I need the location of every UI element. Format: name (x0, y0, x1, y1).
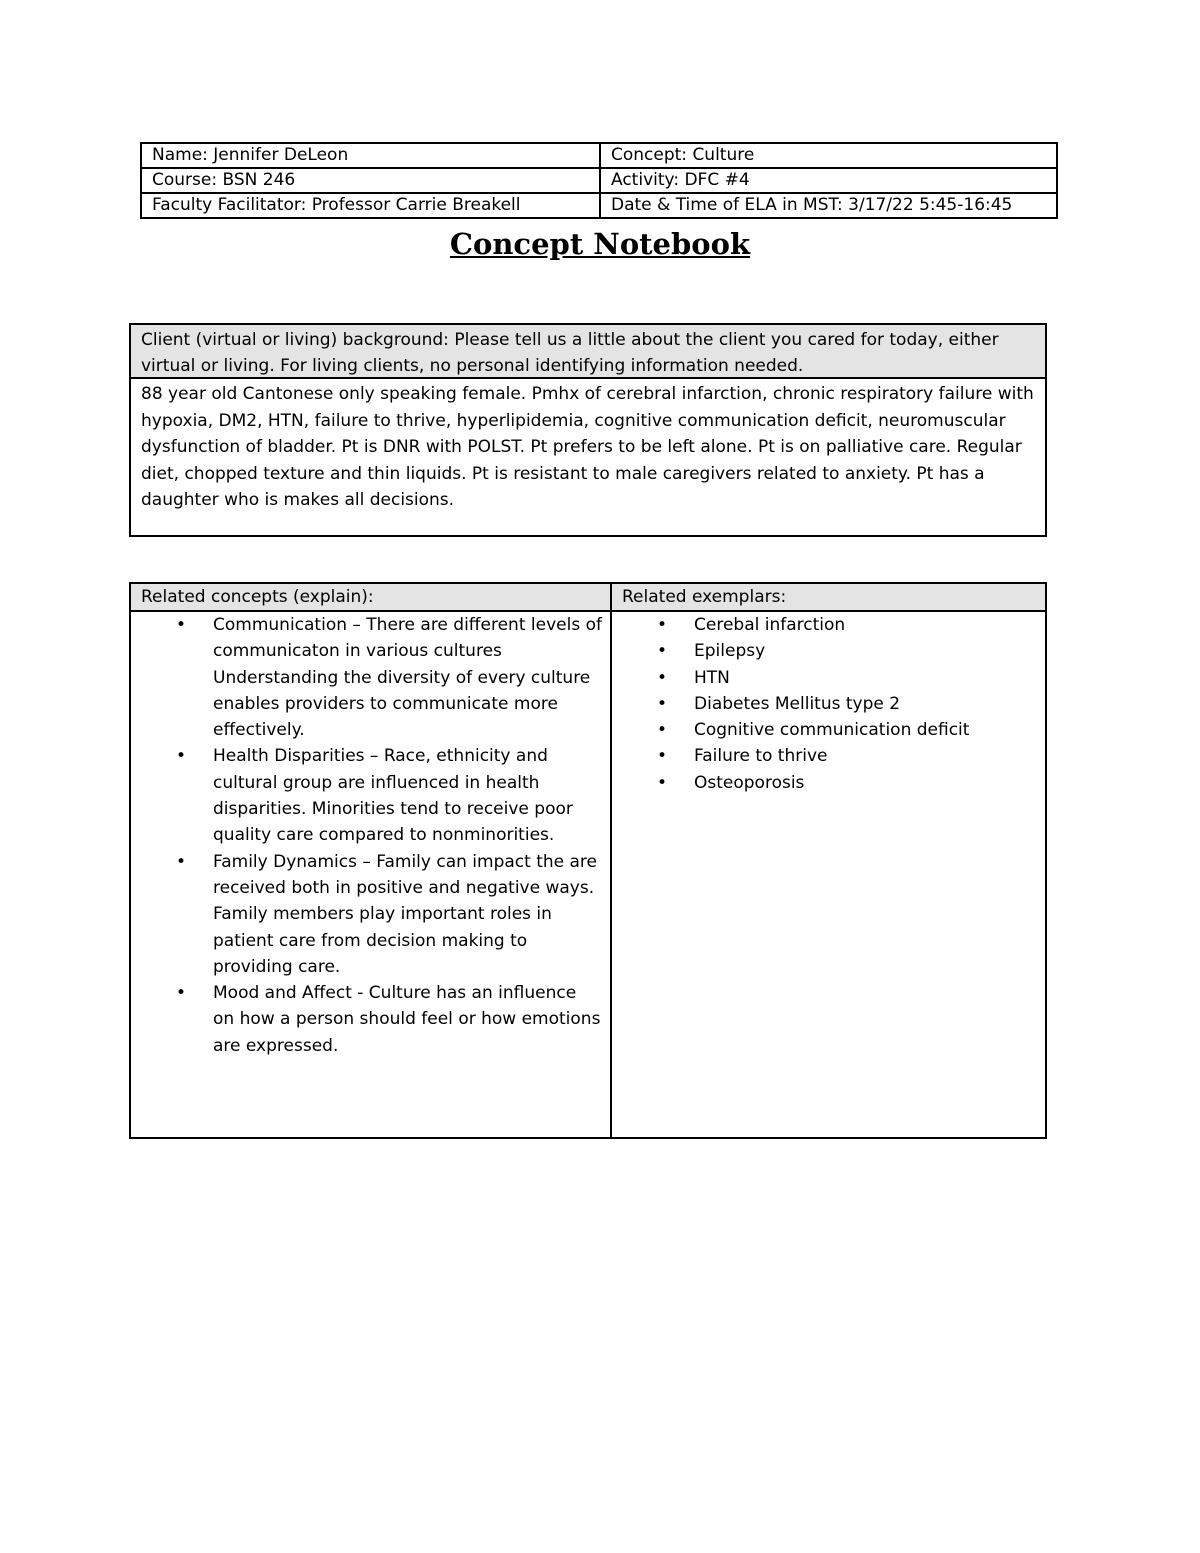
list-item (612, 665, 1045, 691)
list-item (131, 980, 610, 1059)
concept-text: Communication – There are different levels of communicaton in various cultures Understanding the diversity of every culture enables providers to communicate more effectively. (213, 615, 602, 741)
header-info-table (140, 142, 1058, 219)
bullet-icon: • (176, 746, 187, 767)
activity-cell: Activity: DFC #4 (600, 168, 1057, 193)
exemplar-text: Cerebal infarction (694, 615, 846, 635)
list-item (612, 691, 1045, 717)
list-item (131, 743, 610, 848)
exemplar-text: Diabetes Mellitus type 2 (694, 693, 901, 714)
list-item (612, 717, 1045, 743)
bullet-icon: • (176, 983, 187, 1004)
concept-text: Family Dynamics – Family can impact the are received both in positive and negative ways. Family members play important roles in patient care from decision making to providing care. (213, 851, 597, 977)
list-item (612, 638, 1045, 664)
faculty-cell: Faculty Facilitator: Professor Carrie Breakell (141, 193, 600, 218)
list-item (612, 743, 1045, 769)
client-background-prompt: Client (virtual or living) background: Please tell us a little about the client you cared for today, either virtual or living. For living clients, no personal identifying information needed. (131, 325, 1045, 379)
related-exemplars-list (612, 612, 1045, 796)
exemplar-text: Failure to thrive (694, 746, 828, 767)
list-item (131, 612, 610, 743)
client-background-box (129, 323, 1047, 537)
list-item (131, 849, 610, 980)
bullet-icon: • (657, 667, 668, 688)
exemplar-text: Epilepsy (694, 641, 766, 662)
datetime-cell: Date & Time of ELA in MST: 3/17/22 5:45-16:45 (600, 193, 1057, 218)
related-concepts-header: Related concepts (explain): (130, 583, 611, 611)
client-background-text: 88 year old Cantonese only speaking female. Pmhx of cerebral infarction, chronic respiratory failure with hypoxia, DM2, HTN, failure to thrive, hyperlipidemia, cognitive communication deficit, neuromuscular dysfunction of bladder. Pt is DNR with POLST. Pt prefers to be left alone. Pt is on palliative care. Regular diet, chopped texture and thin liquids. Pt is resistant to male caregivers related to anxiety. Pt has a daughter who is makes all decisions. (141, 384, 1034, 510)
bullet-icon: • (657, 720, 668, 741)
related-table (129, 582, 1047, 1139)
bullet-icon: • (657, 615, 668, 635)
page-title: Concept Notebook (449, 227, 751, 261)
bullet-icon: • (657, 641, 668, 662)
list-item (612, 770, 1045, 796)
related-concepts-cell (130, 611, 611, 1138)
bullet-icon: • (176, 851, 187, 872)
exemplar-text: Cognitive communication deficit (694, 720, 970, 741)
related-exemplars-cell (611, 611, 1046, 1138)
bullet-icon: • (657, 772, 668, 793)
concept-text: Health Disparities – Race, ethnicity and cultural group are influenced in health disparities. Minorities tend to receive poor quality care compared to nonminorities. (213, 746, 573, 846)
bullet-icon: • (657, 693, 668, 714)
name-cell: Name: Jennifer DeLeon (141, 143, 600, 168)
related-exemplars-header: Related exemplars: (611, 583, 1046, 611)
exemplar-text: HTN (694, 667, 730, 688)
concept-text: Mood and Affect - Culture has an influence on how a person should feel or how emotions are expressed. (213, 983, 601, 1056)
bullet-icon: • (657, 746, 668, 767)
related-concepts-list (131, 612, 610, 1059)
bullet-icon: • (176, 615, 187, 635)
course-cell: Course: BSN 246 (141, 168, 600, 193)
list-item (612, 612, 1045, 638)
exemplar-text: Osteoporosis (694, 772, 805, 793)
concept-cell: Concept: Culture (600, 143, 1057, 168)
